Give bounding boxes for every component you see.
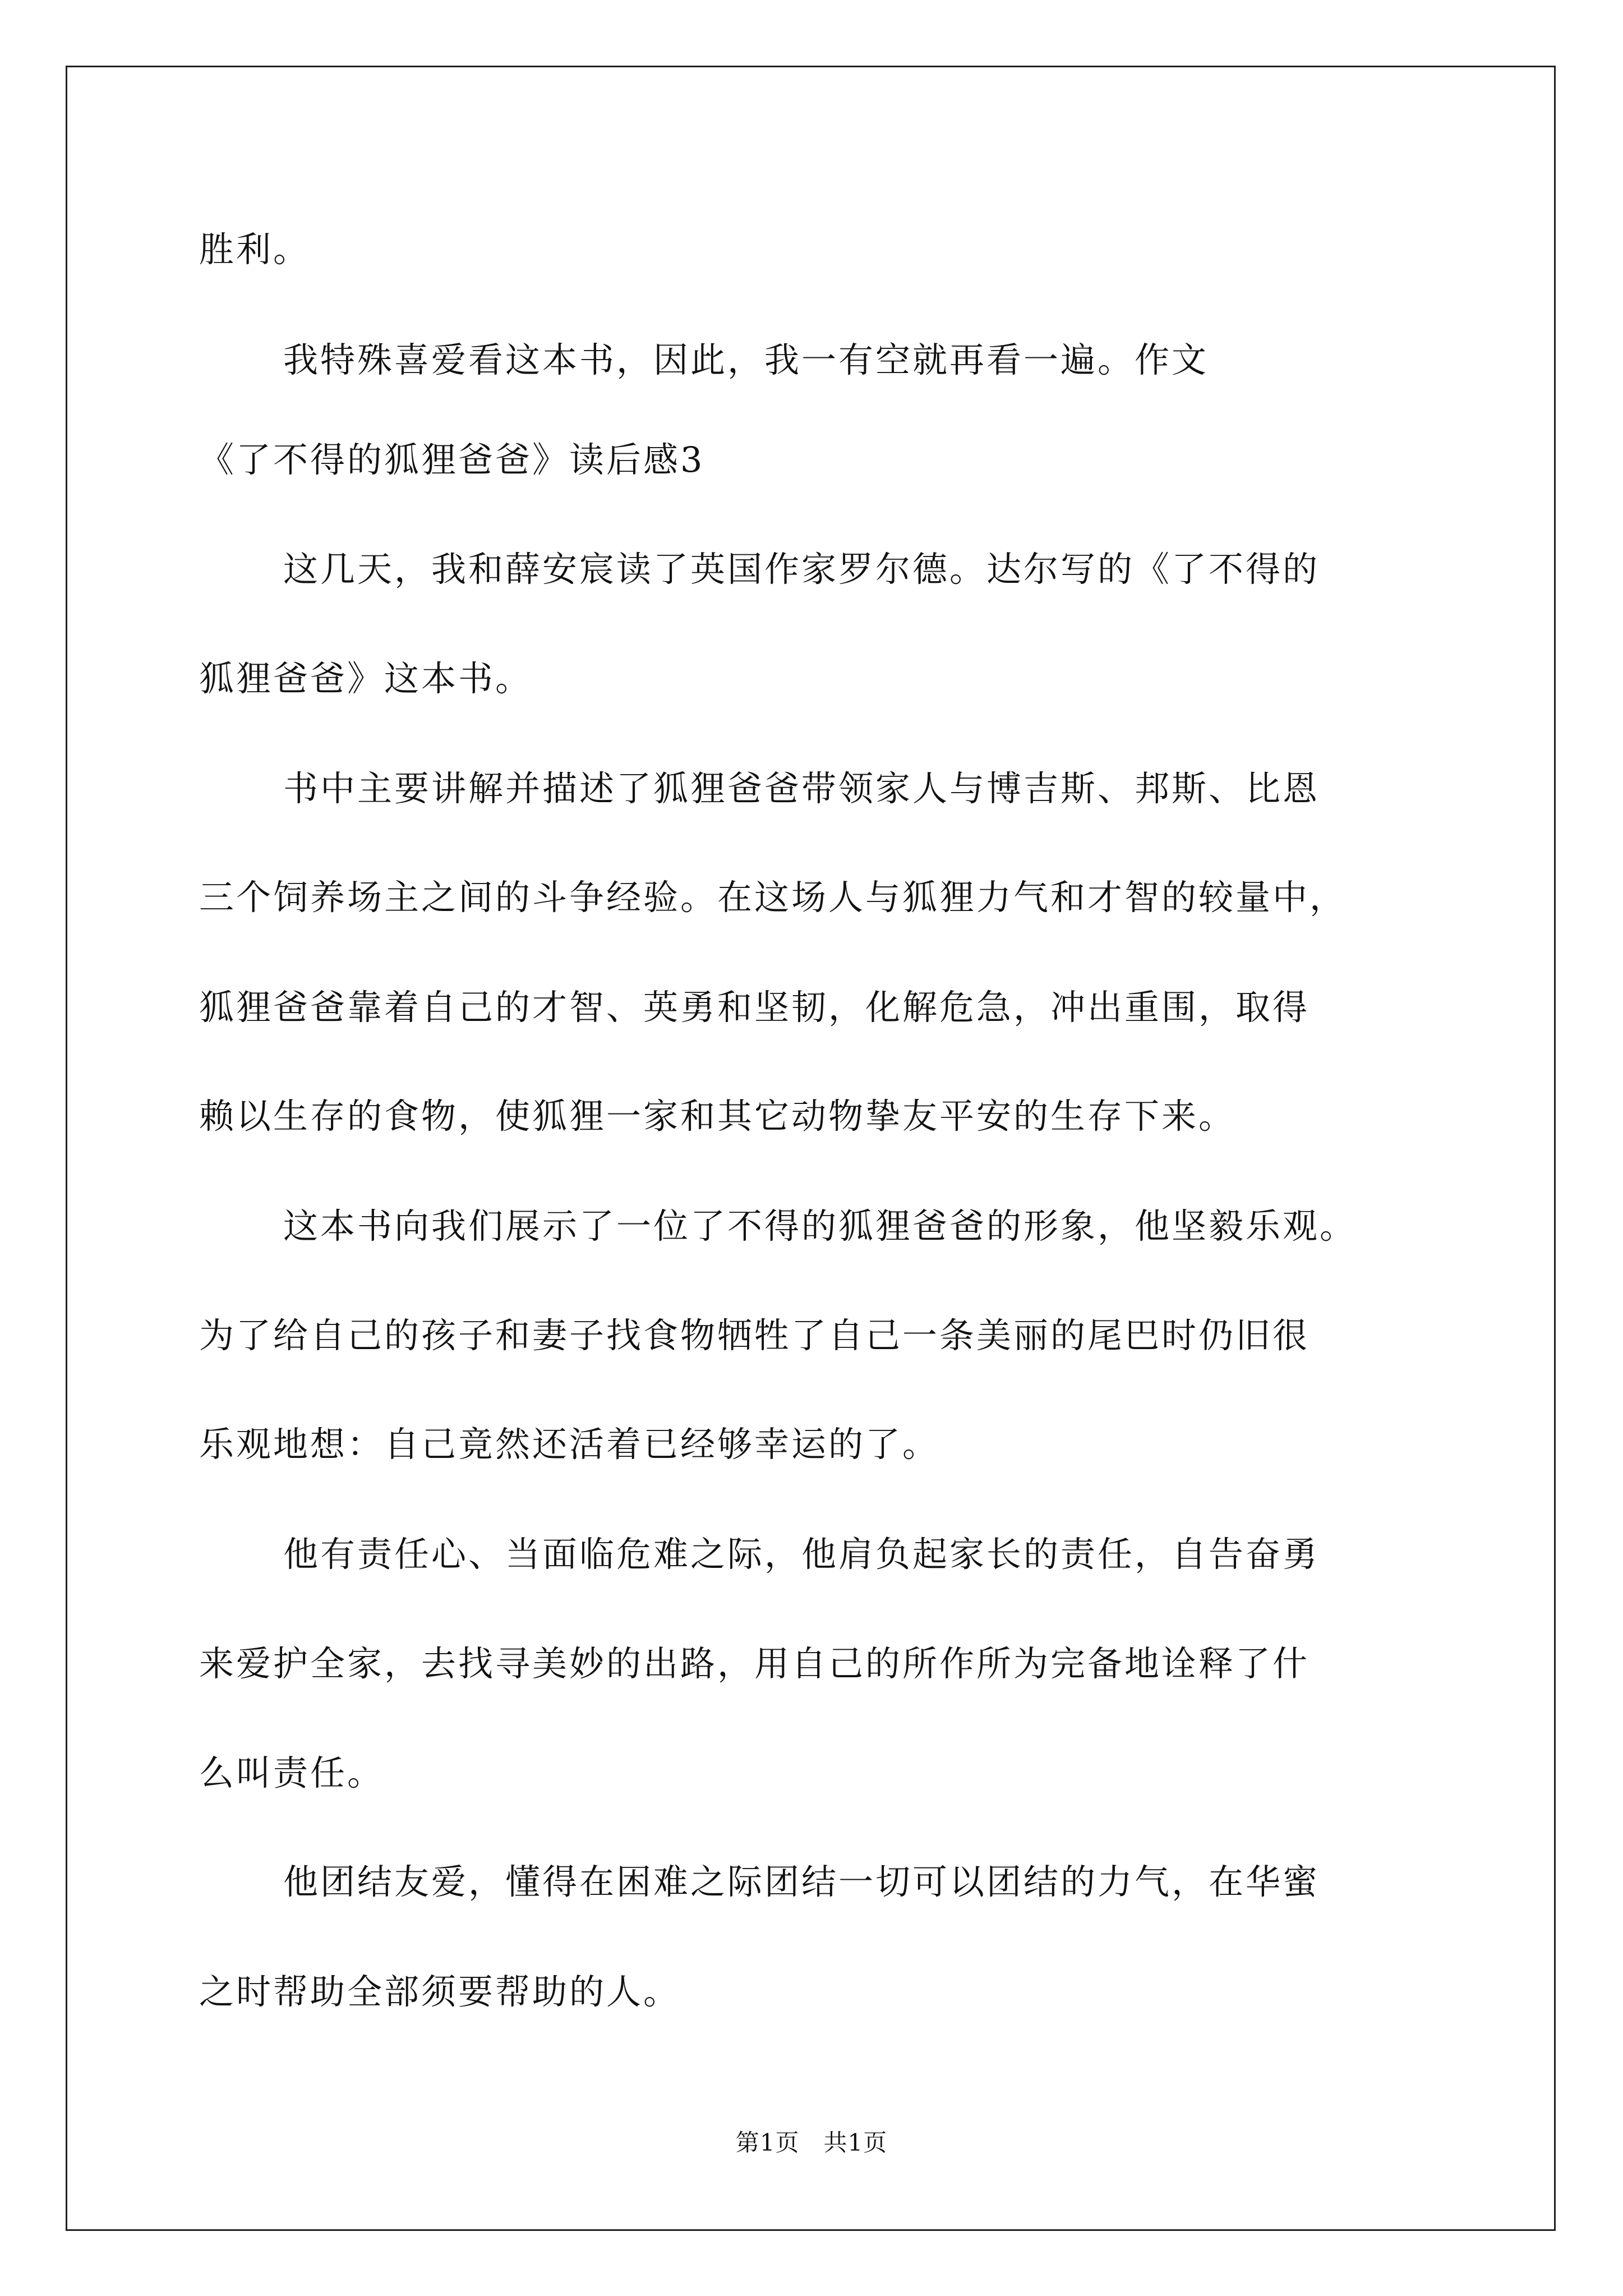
text-line: 狐狸爸爸》这本书。 [199, 658, 533, 699]
text-line: 胜利。 [199, 229, 311, 270]
text-line: 乐观地想：自己竟然还活着已经够幸运的了。 [199, 1424, 940, 1465]
text-line: 书中主要讲解并描述了狐狸爸爸带领家人与博吉斯、邦斯、比恩 [283, 768, 1320, 809]
text-line: 来爱护全家，去找寻美妙的出路，用自己的所作所为完备地诠释了什 [199, 1643, 1310, 1684]
text-line: 狐狸爸爸靠着自己的才智、英勇和坚韧，化解危急，冲出重围，取得 [199, 987, 1310, 1028]
section-title: 《了不得的狐狸爸爸》读后感3 [199, 439, 705, 480]
page-footer: 第1页 共1页 [735, 2129, 888, 2156]
text-line: 赖以生存的食物，使狐狸一家和其它动物挚友平安的生存下来。 [199, 1096, 1236, 1137]
text-line: 三个饲养场主之间的斗争经验。在这场人与狐狸力气和才智的较量中， [199, 877, 1347, 918]
text-line: 我特殊喜爱看这本书，因此，我一有空就再看一遍。作文 [283, 339, 1209, 380]
text-line: 他团结友爱，懂得在困难之际团结一切可以团结的力气，在华蜜 [283, 1861, 1320, 1902]
text-line: 这几天，我和薛安宸读了英国作家罗尔德。达尔写的《了不得的 [283, 549, 1320, 590]
page-border [66, 66, 1556, 2231]
text-line: 之时帮助全部须要帮助的人。 [199, 1971, 681, 2012]
text-line: 为了给自己的孩子和妻子找食物牺牲了自己一条美丽的尾巴时仍旧很 [199, 1315, 1310, 1356]
text-line: 么叫责任。 [199, 1752, 385, 1793]
text-line: 他有责任心、当面临危难之际，他肩负起家长的责任，自告奋勇 [283, 1534, 1320, 1575]
text-line: 这本书向我们展示了一位了不得的狐狸爸爸的形象，他坚毅乐观。 [283, 1205, 1357, 1246]
